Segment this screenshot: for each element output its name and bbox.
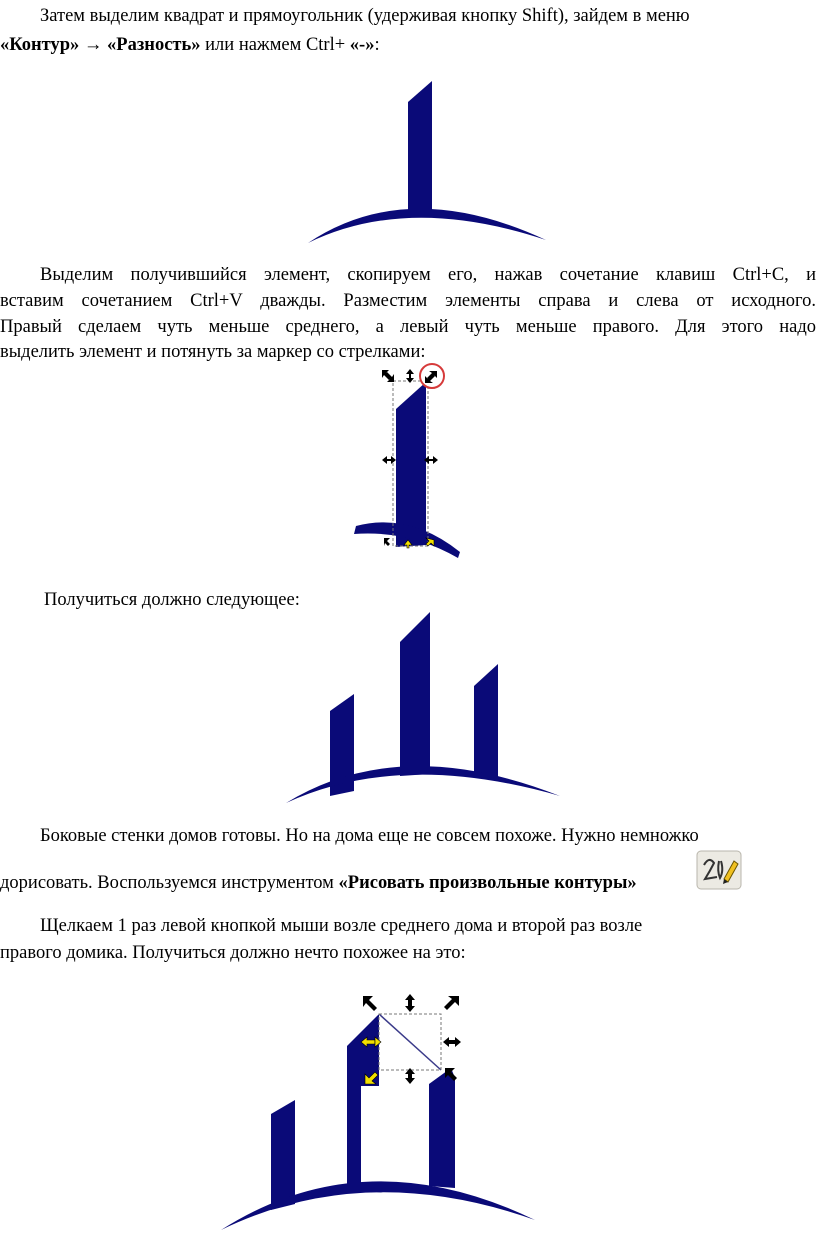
figure-single-building (300, 78, 560, 248)
scale-handle-right[interactable] (424, 456, 438, 464)
paragraph-5-line-1: Щелкаем 1 раз левой кнопкой мыши возле среднего дома и второй раз возле (40, 916, 643, 936)
paragraph-4-line-2: дорисовать. Воспользуемся инструментом «Рисовать произвольные контуры» (0, 873, 637, 893)
freehand-pencil-icon[interactable] (697, 851, 741, 889)
paragraph-1-line-1: Затем выделим квадрат и прямоугольник (удерживая кнопку Shift), зайдем в меню (40, 6, 690, 26)
figure-selected-building (350, 362, 470, 557)
paragraph-1-line-2: «Контур» → «Разность» или нажмем Ctrl+ «-»: (0, 35, 380, 55)
menu-difference: «Разность» (107, 35, 201, 55)
scale-handle-top-right[interactable] (444, 996, 459, 1010)
scale-handle-top-left[interactable] (382, 370, 394, 382)
scale-handle-top-left[interactable] (363, 996, 377, 1011)
building-middle (400, 612, 430, 776)
paragraph-3: Получиться должно следующее: (44, 590, 300, 610)
paragraph-2-line-1: Выделим получившийся элемент, скопируем его, нажав сочетание клавиш Ctrl+C, и (40, 265, 816, 285)
paragraph-2-line-3: Правый сделаем чуть меньше среднего, а левый чуть меньше правого. Для этого надо (0, 317, 816, 337)
paragraph-5-line-2: правого домика. Получиться должно нечто похожее на это: (0, 943, 466, 963)
scale-handle-left[interactable] (382, 456, 396, 464)
menu-contour: «Контур» (0, 35, 80, 55)
scale-handle-right[interactable] (443, 1037, 461, 1047)
scale-handle-top-center[interactable] (406, 369, 414, 383)
figure-buildings-with-line (215, 988, 555, 1233)
scale-handle-top-center[interactable] (405, 994, 415, 1012)
building-left (271, 1100, 295, 1210)
ground-arc (308, 209, 546, 243)
building-right (474, 664, 498, 778)
building-wall (396, 382, 426, 547)
building-wall (408, 81, 432, 218)
drawn-line (379, 1014, 441, 1070)
building-right (429, 1068, 455, 1188)
figure-three-buildings (280, 608, 570, 808)
ground-arc (221, 1181, 535, 1230)
paragraph-4-line-1: Боковые стенки домов готовы. Но на дома еще не совсем похоже. Нужно немножко (40, 826, 699, 846)
scale-handle-bottom-left[interactable] (384, 538, 390, 546)
shortcut-key: «-» (349, 35, 375, 55)
paragraph-2-line-4: выделить элемент и потянуть за маркер со стрелками: (0, 342, 426, 362)
tool-name: «Рисовать произвольные контуры» (338, 873, 637, 893)
paragraph-2-line-2: вставим сочетанием Ctrl+V дважды. Разместим элементы справа и слева от исходного. (0, 291, 816, 311)
ground-arc (286, 766, 560, 803)
